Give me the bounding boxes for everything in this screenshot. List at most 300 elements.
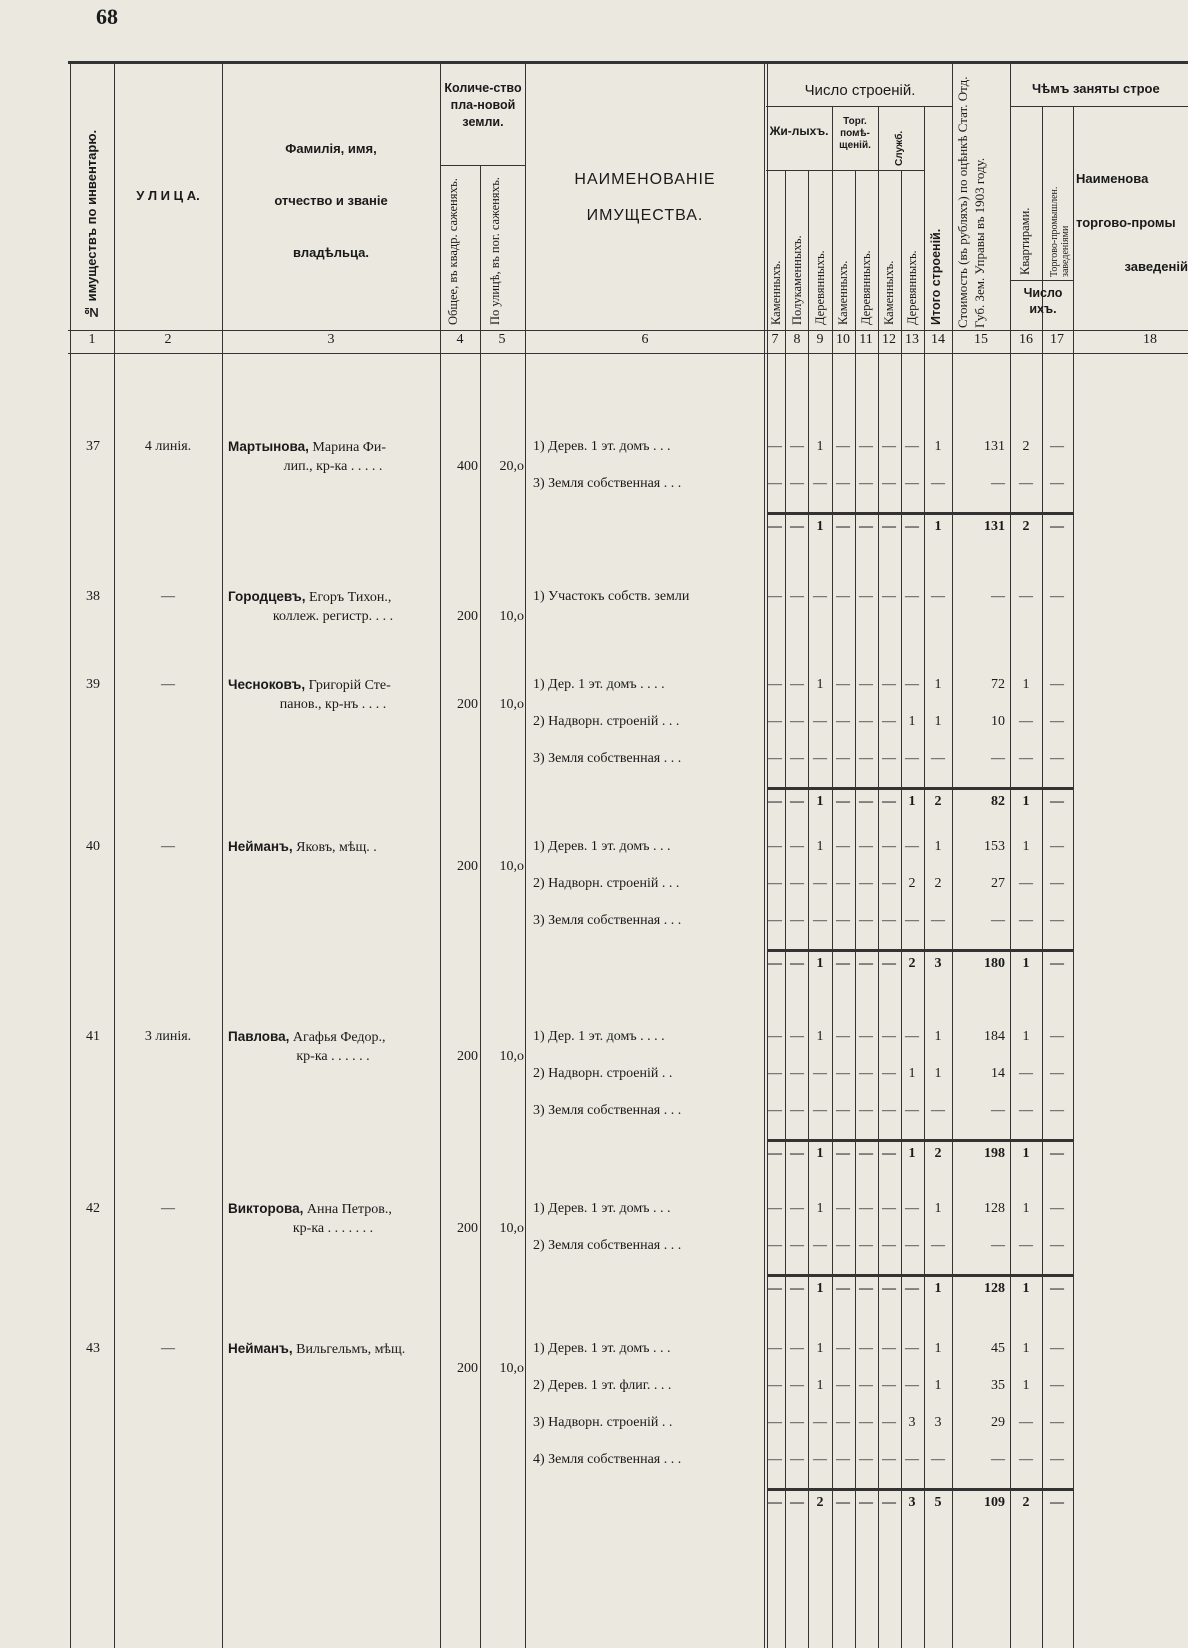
subtotal-value: 82 [991,794,1005,809]
subtotal-value: — [905,1281,919,1296]
building-count: — [882,1415,896,1430]
building-count: — [836,476,850,491]
column-number: 3 [327,332,335,347]
building-count: — [836,1066,850,1081]
building-count: — [882,1341,896,1356]
property-item: 2) Надворн. строеній . . . [533,876,680,891]
building-count: — [813,913,827,928]
record-frontage: 10,о [499,1221,524,1236]
subtotal-value: 1 [934,1281,942,1296]
owner-title: панов., кр-нъ . . . . [279,697,387,712]
building-count: — [991,751,1005,766]
subtotal-value: 2 [934,1146,942,1161]
header-enterprises: Торгово-промышлен. заведеніями [1049,186,1071,277]
building-count: 1 [934,677,942,692]
owner-given: Анна Петров., [303,1202,392,1217]
building-count: 1 [934,714,942,729]
building-count: — [991,913,1005,928]
building-count: — [882,1201,896,1216]
subtotal-rule [767,949,1073,952]
header-apartments: Квартирами. [1018,207,1032,275]
building-count: — [882,1066,896,1081]
column-number-rule [68,353,1188,354]
property-item: 1) Дер. 1 эт. домъ . . . . [533,677,665,692]
building-count: 3 [934,1415,942,1430]
building-count: — [1019,1238,1033,1253]
building-count: — [859,1452,873,1467]
building-count: — [859,913,873,928]
building-count: — [905,1029,919,1044]
subtotal-value: — [768,1495,782,1510]
subtotal-value: — [836,794,850,809]
building-count: — [790,751,804,766]
record-street: — [161,677,175,692]
building-count: — [931,1238,945,1253]
building-count: — [882,876,896,891]
building-count: — [1019,751,1033,766]
owner-name [228,1028,438,1046]
subtotal-value: — [859,1281,873,1296]
building-count: — [882,751,896,766]
building-count: 1 [1022,839,1030,854]
building-count: — [790,589,804,604]
building-count: — [790,714,804,729]
building-count: — [836,839,850,854]
building-count: — [905,589,919,604]
owner-name [228,676,438,694]
building-count: 1 [934,1066,942,1081]
header-land-group: Количе-ство пла-новой земли. [444,81,522,129]
building-count: 1 [934,1201,942,1216]
property-item: 1) Дерев. 1 эт. домъ . . . [533,1341,671,1356]
record-street: — [161,839,175,854]
record-street: — [161,1341,175,1356]
building-count: — [859,1238,873,1253]
building-count: — [768,476,782,491]
building-count: — [768,1238,782,1253]
subtotal-value: 2 [1022,1495,1030,1510]
building-count: — [905,1238,919,1253]
record-area: 200 [457,609,478,624]
building-count: — [905,1341,919,1356]
owner-given: Егоръ Тихон., [305,590,392,605]
owner-given: Яковъ, мѣщ. . [292,840,377,855]
subtotal-value: — [1050,956,1064,971]
property-item: 1) Участокъ собств. земли [533,589,690,604]
building-count: — [790,476,804,491]
property-item: 2) Дерев. 1 эт. флиг. . . . [533,1378,672,1393]
building-count: — [882,714,896,729]
building-count: — [790,677,804,692]
column-number: 13 [905,332,919,347]
subtotal-value: — [768,1281,782,1296]
column-number: 11 [859,332,873,347]
building-count: — [859,751,873,766]
building-count: — [790,1029,804,1044]
building-count: — [1050,1452,1064,1467]
subtotal-value: — [1050,794,1064,809]
building-count: — [882,1029,896,1044]
subtotal-value: 1 [1022,1281,1030,1296]
property-item: 1) Дерев. 1 эт. домъ . . . [533,1201,671,1216]
header-srv-stone: Каменныхъ. [882,260,896,325]
owner-given: Агафья Федор., [289,1030,386,1045]
header-occupied-group: Чѣмъ заняты строе [1032,81,1160,96]
column-number: 4 [456,332,464,347]
building-count: — [859,1066,873,1081]
building-count: 45 [991,1341,1005,1356]
building-count: 3 [908,1415,916,1430]
column-number: 8 [793,332,801,347]
building-count: — [768,1066,782,1081]
building-count: — [859,476,873,491]
top-rule [68,61,1188,64]
building-count: 1 [816,677,824,692]
building-count: — [905,839,919,854]
header-property-2: ИМУЩЕСТВА. [586,207,704,224]
building-count: — [768,589,782,604]
owner-title: кр-ка . . . . . . [296,1049,370,1064]
subtotal-value: 1 [816,794,824,809]
building-count: — [859,1201,873,1216]
building-count: — [905,913,919,928]
owner-given: Марина Фи- [308,440,386,455]
subtotal-value: — [790,1495,804,1510]
subtotal-value: — [790,1146,804,1161]
record-frontage: 10,о [499,859,524,874]
building-count: — [1019,1103,1033,1118]
header-res-stone: Каменныхъ. [769,260,783,325]
building-count: — [1050,751,1064,766]
header-area: Общее, въ квадр. саженяхъ. [446,178,460,325]
building-count: — [991,1103,1005,1118]
subtotal-value: — [768,956,782,971]
record-area: 200 [457,1049,478,1064]
subtotal-value: — [1050,519,1064,534]
subtotal-value: — [859,956,873,971]
subtotal-value: 3 [934,956,942,971]
building-count: 1 [1022,677,1030,692]
property-item: 2) Земля собственная . . . [533,1238,682,1253]
building-count: — [991,1238,1005,1253]
record-frontage: 10,о [499,1361,524,1376]
owner-given: Григорій Сте- [305,678,391,693]
subtotal-rule [767,787,1073,790]
building-count: 1 [908,1066,916,1081]
property-item: 1) Дерев. 1 эт. домъ . . . [533,839,671,854]
subtotal-value: — [882,1281,896,1296]
building-count: — [1019,476,1033,491]
building-count: — [859,1029,873,1044]
building-count: — [859,589,873,604]
building-count: 1 [934,1378,942,1393]
building-count: — [1019,714,1033,729]
header-count: Число ихъ. [1023,286,1063,316]
subtotal-value: — [836,519,850,534]
building-count: — [790,839,804,854]
building-count: — [859,1378,873,1393]
building-count: — [813,1415,827,1430]
building-count: — [1050,476,1064,491]
column-number: 7 [771,332,779,347]
subtotal-value: 2 [1022,519,1030,534]
building-count: — [1050,1103,1064,1118]
building-count: — [991,1452,1005,1467]
building-count: — [768,1452,782,1467]
building-count: — [905,439,919,454]
header-owner-2: отчество и званіе [274,193,388,208]
building-count: 2 [1022,439,1030,454]
building-count: — [790,1201,804,1216]
building-count: — [836,589,850,604]
building-count: — [931,1452,945,1467]
subtotal-value: 180 [984,956,1005,971]
record-number: 40 [86,839,100,854]
column-number: 5 [498,332,506,347]
subtotal-value: 1 [1022,794,1030,809]
building-count: — [768,839,782,854]
subtotal-value: 1 [934,519,942,534]
header-frontage: По улицѣ, въ пог. саженяхъ. [488,177,502,325]
building-count: — [859,439,873,454]
property-item: 3) Земля собственная . . . [533,1103,682,1118]
column-number: 16 [1019,332,1033,347]
building-count: 153 [984,839,1005,854]
building-count: — [905,677,919,692]
header-com-wood: Деревянныхъ. [859,250,873,325]
building-count: — [859,1103,873,1118]
building-count: 1 [1022,1378,1030,1393]
subtotal-value: 1 [816,956,824,971]
building-count: — [882,839,896,854]
header-property-1: НАИМЕНОВАНІЕ [574,171,716,188]
building-count: 184 [984,1029,1005,1044]
subtotal-value: 2 [908,956,916,971]
building-count: 2 [908,876,916,891]
building-count: — [1019,913,1033,928]
property-item: 3) Земля собственная . . . [533,476,682,491]
building-count: — [813,876,827,891]
owner-name [228,1200,438,1218]
building-count: — [882,476,896,491]
header-service: Служб. [894,130,905,166]
property-item: 2) Надворн. строеній . . [533,1066,673,1081]
building-count: — [790,1238,804,1253]
building-count: — [859,677,873,692]
building-count: 1 [934,439,942,454]
building-count: — [768,1415,782,1430]
building-count: 128 [984,1201,1005,1216]
subtotal-value: — [768,519,782,534]
building-count: — [859,714,873,729]
page-number: 68 [96,4,118,29]
building-count: — [768,1201,782,1216]
column-number: 6 [641,332,649,347]
building-count: 1 [816,1029,824,1044]
record-frontage: 20,о [499,459,524,474]
building-count: — [931,589,945,604]
building-count: — [905,1378,919,1393]
record-number: 41 [86,1029,100,1044]
subtotal-value: — [882,1146,896,1161]
building-count: — [905,1201,919,1216]
record-area: 200 [457,1361,478,1376]
building-count: — [905,1452,919,1467]
building-count: 1 [934,1341,942,1356]
building-count: — [882,1452,896,1467]
subtotal-value: — [790,794,804,809]
building-count: 1 [1022,1201,1030,1216]
subtotal-value: — [790,519,804,534]
record-number: 43 [86,1341,100,1356]
owner-surname: Нейманъ, [228,839,293,854]
subtotal-value: — [1050,1495,1064,1510]
building-count: 29 [991,1415,1005,1430]
building-count: 1 [816,1341,824,1356]
building-count: — [836,1238,850,1253]
building-count: — [790,913,804,928]
building-count: — [813,1238,827,1253]
property-item: 1) Дерев. 1 эт. домъ . . . [533,439,671,454]
building-count: — [1019,1066,1033,1081]
subtotal-value: 2 [816,1495,824,1510]
column-number: 17 [1050,332,1064,347]
building-count: — [905,1103,919,1118]
building-count: — [768,913,782,928]
owner-given: Вильгельмъ, мѣщ. [292,1342,406,1357]
subtotal-value: — [905,519,919,534]
building-count: — [882,913,896,928]
subtotal-value: — [768,794,782,809]
property-item: 3) Земля собственная . . . [533,751,682,766]
building-count: — [1050,1029,1064,1044]
property-item: 1) Дер. 1 эт. домъ . . . . [533,1029,665,1044]
building-count: — [859,876,873,891]
header-residential: Жи-лыхъ. [769,124,829,138]
building-count: 1 [816,439,824,454]
building-count: — [1019,876,1033,891]
header-com-stone: Каменныхъ. [836,260,850,325]
building-count: — [836,1103,850,1118]
building-count: — [768,714,782,729]
owner-name [228,838,438,856]
building-count: 1 [816,839,824,854]
building-count: — [1050,839,1064,854]
header-total-buildings: Итого строеній. [929,228,943,325]
column-number: 9 [816,332,824,347]
building-count: — [813,1066,827,1081]
property-item: 4) Земля собственная . . . [533,1452,682,1467]
building-count: — [859,1341,873,1356]
record-street: 3 линія. [144,1029,192,1044]
building-count: — [1050,589,1064,604]
building-count: — [1050,876,1064,891]
building-count: — [790,1341,804,1356]
owner-title: лип., кр-ка . . . . . [283,459,383,474]
subtotal-value: 131 [984,519,1005,534]
building-count: — [1050,1201,1064,1216]
building-count: 1 [816,1201,824,1216]
building-count: 1 [934,1029,942,1044]
subtotal-value: 1 [908,794,916,809]
building-count: — [836,1201,850,1216]
owner-surname: Павлова, [228,1029,290,1044]
record-area: 400 [457,459,478,474]
building-count: 14 [991,1066,1005,1081]
column-number: 12 [882,332,896,347]
building-count: — [836,1452,850,1467]
building-count: — [1019,589,1033,604]
header-srv-wood: Деревянныхъ. [905,250,919,325]
record-area: 200 [457,859,478,874]
building-count: — [790,1415,804,1430]
building-count: — [836,439,850,454]
subtotal-value: 1 [1022,1146,1030,1161]
header-owner-1: Фамилія, имя, [285,141,377,156]
building-count: 35 [991,1378,1005,1393]
building-count: — [836,751,850,766]
building-count: — [790,876,804,891]
subtotal-value: — [790,1281,804,1296]
building-count: — [859,1415,873,1430]
owner-name [228,438,438,456]
building-count: — [882,1238,896,1253]
building-count: — [836,1378,850,1393]
building-count: — [790,1452,804,1467]
building-count: — [991,589,1005,604]
subtotal-value: 109 [984,1495,1005,1510]
building-count: — [768,876,782,891]
subtotal-value: — [882,794,896,809]
building-count: — [768,1029,782,1044]
subtotal-value: 1 [816,1146,824,1161]
header-valuation: Стоимость (въ рубляхъ) по оцѣнкѣ Стат. Отд. Губ. Зем. Управы въ 1903 году. [955,76,987,328]
building-count: — [836,1029,850,1044]
header-street: У Л И Ц А. [136,188,200,203]
building-count: 1 [934,839,942,854]
building-count: — [813,714,827,729]
building-count: 2 [934,876,942,891]
header-buildings-group: Число строеній. [804,82,916,99]
building-count: 10 [991,714,1005,729]
building-count: — [905,476,919,491]
building-count: — [836,1341,850,1356]
header-commercial: Торг. помѣ-щеній. [839,116,871,151]
building-count: — [1050,1341,1064,1356]
subtotal-value: — [859,794,873,809]
subtotal-value: — [836,1281,850,1296]
subtotal-value: — [882,956,896,971]
building-count: — [1050,1066,1064,1081]
subtotal-value: — [859,1146,873,1161]
building-count: — [768,751,782,766]
subtotal-value: — [768,1146,782,1161]
building-count: — [991,476,1005,491]
subtotal-rule [767,1488,1073,1491]
owner-surname: Викторова, [228,1201,304,1216]
building-count: — [813,589,827,604]
building-count: — [1050,1378,1064,1393]
column-number: 18 [1143,332,1157,347]
property-item: 2) Надворн. строеній . . . [533,714,680,729]
building-count: — [1050,677,1064,692]
building-count: — [931,751,945,766]
subtotal-value: — [882,1495,896,1510]
building-count: — [768,1378,782,1393]
building-count: — [836,677,850,692]
subtotal-value: — [836,956,850,971]
record-number: 38 [86,589,100,604]
